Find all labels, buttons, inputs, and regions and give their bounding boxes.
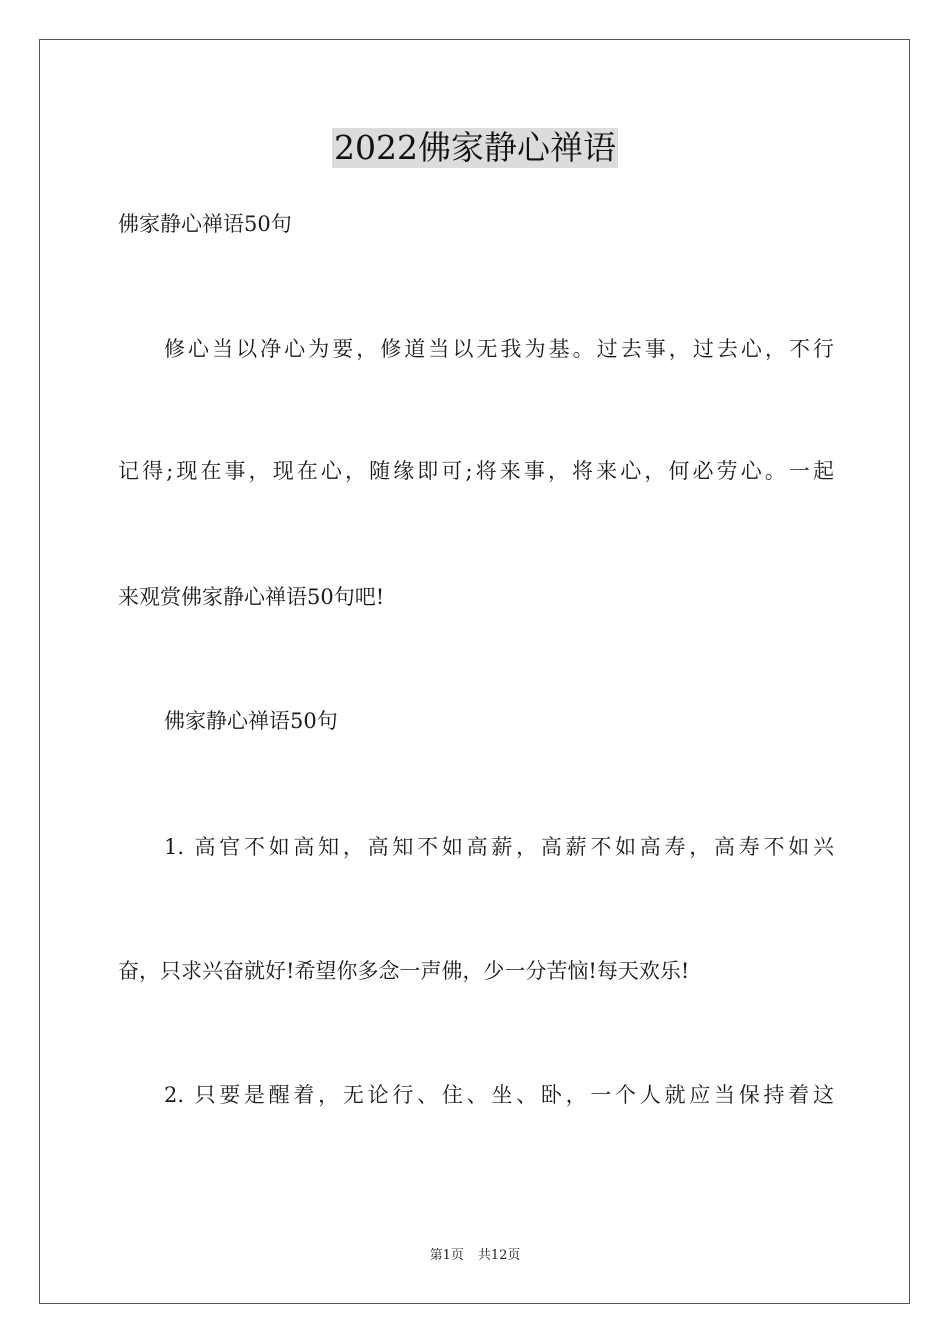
page-number: 第1页 xyxy=(429,1248,464,1263)
paragraph-line: 记得;现在事，现在心，随缘即可;将来事，将来心，何必劳心。一起 xyxy=(118,459,834,483)
paragraph-line: 奋，只求兴奋就好!希望你多念一声佛，少一分苦恼!每天欢乐! xyxy=(118,959,690,983)
page-total: 共12页 xyxy=(477,1248,521,1263)
page-footer xyxy=(0,1247,950,1265)
paragraph-line: 2. 只要是醒着，无论行、住、坐、卧，一个人就应当保持着这 xyxy=(164,1083,834,1107)
subtitle: 佛家静心禅语50句 xyxy=(118,212,292,236)
paragraph-line: 修心当以净心为要，修道当以无我为基。过去事，过去心，不行 xyxy=(164,337,834,361)
document-title: 2022佛家静心禅语 xyxy=(334,128,616,167)
paragraph-line: 来观赏佛家静心禅语50句吧! xyxy=(118,585,385,609)
title-container xyxy=(0,128,950,168)
section-heading: 佛家静心禅语50句 xyxy=(164,709,338,733)
paragraph-line: 1. 高官不如高知，高知不如高薪，高薪不如高寿，高寿不如兴 xyxy=(164,835,834,859)
